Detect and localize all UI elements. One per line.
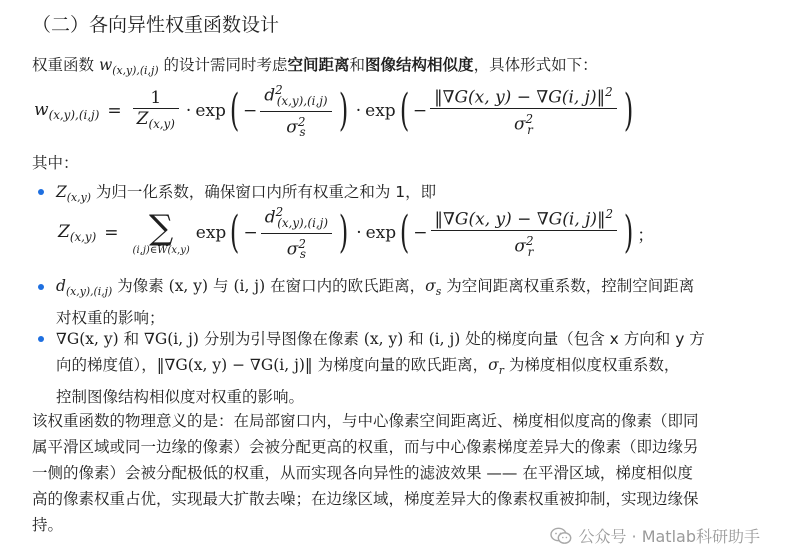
- eq-lparen-2: (: [399, 85, 409, 136]
- intro-bold-spatial: 空间距离: [287, 56, 350, 74]
- grad-norm: ‖∇G(x, y) − ∇G(i, j)‖: [156, 356, 313, 374]
- eq-frac-structure: $\frac{‖\nabla G(x, y) - \nabla G(i, j)‖^2}{\sigma^2_r}$: [430, 82, 617, 139]
- intro-prefix: 权重函数: [32, 56, 95, 74]
- intro-suffix: ，具体形式如下：: [473, 56, 598, 74]
- closing-line-2: 属平滑区域或同一边缘的像素）会被分配更高的权重，而与中心像素梯度差异大的像素（即边缘另: [32, 438, 699, 456]
- norm-eq-rparen-2: ): [623, 207, 634, 258]
- bullet-dot-3: [38, 336, 44, 342]
- norm-eq-exp-1: exp: [195, 223, 227, 243]
- eq-frac-spatial: $\frac{d^2_{(x,y),(i,j)}}{\sigma^2_s}$: [260, 80, 331, 142]
- closing-line-5: 持。: [32, 516, 64, 534]
- normalization-equation: [58, 206, 654, 260]
- eq-rparen-1: ): [338, 85, 348, 136]
- closing-paragraph: [32, 408, 762, 538]
- eq-lhs: $w_{(x,y),(i,j)}$: [34, 99, 100, 123]
- norm-eq-dot: ·: [356, 223, 362, 243]
- closing-line-1: 该权重函数的物理意义的是：在局部窗口内，与中心像素空间距离近、梯度相似度高的像素（即同: [32, 412, 699, 430]
- norm-eq-rparen-1: ): [338, 207, 349, 258]
- intro-w-symbol: $w_{(x,y),(i,j)}$: [98, 56, 159, 77]
- watermark: [550, 524, 760, 547]
- norm-eq-exp-2: exp: [365, 223, 397, 243]
- eq-minus-2: −: [412, 101, 428, 121]
- bullet-2-line2: 对权重的影响；: [56, 308, 165, 327]
- eq-equals: =: [107, 101, 122, 121]
- grad-g-ij: ∇G(i, j): [144, 330, 199, 348]
- norm-eq-minus-1: −: [243, 223, 258, 243]
- bullet-dot-2: [38, 284, 44, 290]
- bullet-dot-1: [38, 189, 44, 195]
- norm-eq-sum: ∑ (i,j)∈W(x,y): [132, 207, 190, 256]
- eq-dot-1: ·: [185, 101, 192, 121]
- closing-line-4: 高的像素权重占优，实现最大扩散去噪；在边缘区域，梯度差异大的像素权重被抑制，实现边缘保: [32, 490, 699, 508]
- z-symbol: $Z_{(x,y)}$: [56, 183, 91, 204]
- section-heading: （二）各向异性权重函数设计: [32, 14, 280, 36]
- intro-mid: 的设计需同时考虑: [158, 56, 288, 74]
- norm-eq-semicolon: ；: [637, 225, 655, 246]
- norm-eq-minus-2: −: [413, 223, 428, 243]
- closing-line-3: 一侧的像素）会被分配极低的权重，从而实现各向异性的滤波效果 —— 在平滑区域，梯度相似度: [32, 464, 693, 482]
- main-equation: [34, 82, 637, 140]
- norm-eq-equals: =: [104, 223, 119, 243]
- watermark-text: 公众号 · Matlab科研助手: [578, 527, 760, 546]
- where-label: 其中：: [32, 154, 79, 172]
- sigma-s-symbol: $\sigma_s$: [425, 277, 442, 298]
- eq-dot-2: ·: [355, 101, 362, 121]
- d-symbol: $d_{(x,y),(i,j)}$: [56, 277, 113, 298]
- eq-minus-1: −: [243, 101, 258, 121]
- grad-g-xy: ∇G(x, y): [56, 330, 119, 348]
- bullet-3-text: ∇G(x, y) 和 ∇G(i, j) 分别为引导图像在像素 (x, y) 和 (i, j) 处的梯度向量（包含 x 方向和 y 方 向的梯度值），‖∇G(x, y) − ∇G(i, j)‖ 为梯度向量的欧氏距离，$\sigma_r$ 为梯度相似度权重系数， 控制图像结构相似度对权重的影响。: [56, 326, 766, 410]
- eq-exp-1: exp: [195, 101, 226, 121]
- intro-bold-structure: 图像结构相似度: [365, 56, 474, 74]
- eq-lparen-1: (: [229, 85, 240, 136]
- eq-frac-norm: $\frac{1}{Z_{(x,y)}}$: [133, 88, 179, 134]
- norm-eq-lparen-2: (: [399, 207, 410, 258]
- wechat-icon: [550, 527, 572, 545]
- bullet-3-line3: 控制图像结构相似度对权重的影响。: [56, 387, 305, 406]
- norm-eq-frac-spatial: $\frac{d^2_{(x,y),(i,j)}}{\sigma^2_s}$: [261, 202, 332, 264]
- eq-rparen-2: ): [623, 85, 633, 136]
- eq-exp-2: exp: [365, 101, 396, 121]
- bullet-1-desc: 为归一化系数，确保窗口内所有权重之和为 1，即: [90, 183, 437, 201]
- norm-eq-lparen-1: (: [230, 207, 240, 258]
- norm-eq-frac-structure: $\frac{‖\nabla G(x, y) - \nabla G(i, j)‖^2}{\sigma^2_r}$: [431, 204, 618, 261]
- bullet-2-text: $d_{(x,y),(i,j)}$ 为像素 (x, y) 与 (i, j) 在窗口内的欧氏距离，$\sigma_s$ 为空间距离权重系数，控制空间距离 对权重的影响；: [56, 273, 756, 331]
- sigma-r-symbol: $\sigma_r$: [488, 356, 504, 377]
- intro-and: 和: [349, 56, 366, 74]
- norm-eq-lhs: $Z_{(x,y)}$: [58, 221, 97, 245]
